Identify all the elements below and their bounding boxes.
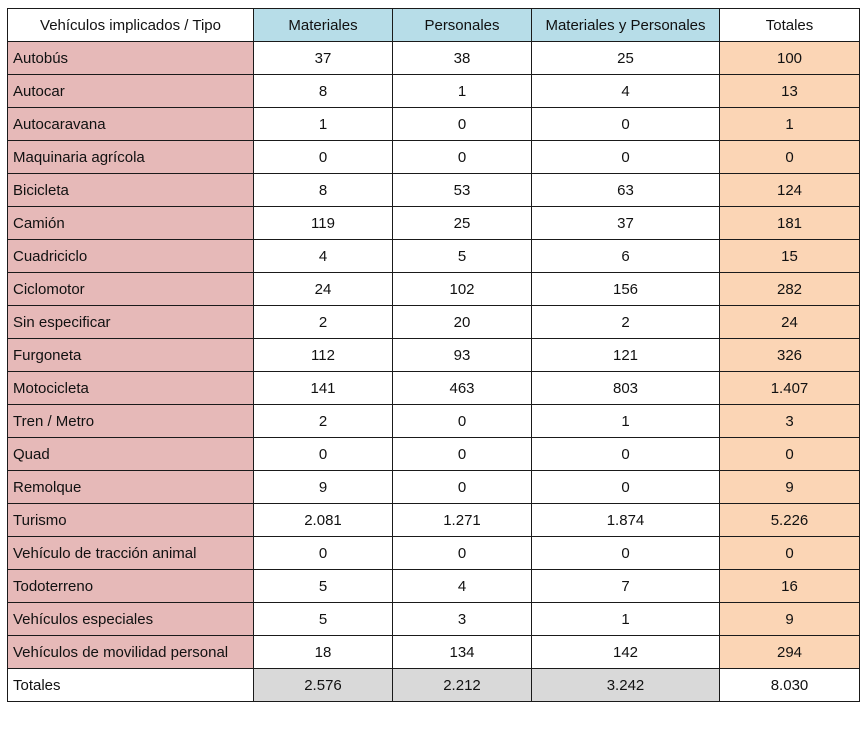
row-label: Furgoneta xyxy=(8,339,254,372)
table-row xyxy=(8,108,860,141)
table-row xyxy=(8,42,860,75)
totals-label: Totales xyxy=(8,669,254,702)
table-row xyxy=(8,603,860,636)
cell-materiales: 119 xyxy=(254,207,393,240)
row-label: Motocicleta xyxy=(8,372,254,405)
cell-total: 326 xyxy=(720,339,860,372)
cell-materiales-personales: 7 xyxy=(532,570,720,603)
cell-personales: 25 xyxy=(393,207,532,240)
row-label: Vehículos de movilidad personal xyxy=(8,636,254,669)
row-label: Maquinaria agrícola xyxy=(8,141,254,174)
row-label: Cuadriciclo xyxy=(8,240,254,273)
table-row xyxy=(8,207,860,240)
cell-total: 13 xyxy=(720,75,860,108)
cell-materiales: 2 xyxy=(254,306,393,339)
cell-materiales-personales: 0 xyxy=(532,108,720,141)
cell-materiales: 24 xyxy=(254,273,393,306)
cell-personales: 0 xyxy=(393,405,532,438)
table-row xyxy=(8,141,860,174)
row-label: Quad xyxy=(8,438,254,471)
cell-materiales-personales: 803 xyxy=(532,372,720,405)
header-personales: Personales xyxy=(393,9,532,42)
cell-total: 0 xyxy=(720,537,860,570)
cell-personales: 5 xyxy=(393,240,532,273)
row-label: Vehículo de tracción animal xyxy=(8,537,254,570)
table-row xyxy=(8,75,860,108)
cell-materiales-personales: 142 xyxy=(532,636,720,669)
header-vehicle-type: Vehículos implicados / Tipo xyxy=(8,9,254,42)
cell-personales: 0 xyxy=(393,537,532,570)
cell-total: 5.226 xyxy=(720,504,860,537)
table-body xyxy=(8,42,860,669)
cell-materiales: 2.081 xyxy=(254,504,393,537)
cell-personales: 3 xyxy=(393,603,532,636)
cell-total: 0 xyxy=(720,141,860,174)
cell-total: 9 xyxy=(720,603,860,636)
cell-personales: 4 xyxy=(393,570,532,603)
cell-personales: 0 xyxy=(393,108,532,141)
cell-materiales-personales: 1.874 xyxy=(532,504,720,537)
cell-materiales-personales: 1 xyxy=(532,405,720,438)
cell-materiales-personales: 0 xyxy=(532,141,720,174)
total-materiales-personales: 3.242 xyxy=(532,669,720,702)
cell-materiales-personales: 121 xyxy=(532,339,720,372)
cell-materiales: 5 xyxy=(254,603,393,636)
cell-materiales: 112 xyxy=(254,339,393,372)
table-row xyxy=(8,306,860,339)
table-row xyxy=(8,372,860,405)
header-materiales: Materiales xyxy=(254,9,393,42)
row-label: Remolque xyxy=(8,471,254,504)
cell-total: 282 xyxy=(720,273,860,306)
cell-personales: 102 xyxy=(393,273,532,306)
cell-total: 100 xyxy=(720,42,860,75)
cell-total: 124 xyxy=(720,174,860,207)
cell-materiales-personales: 0 xyxy=(532,471,720,504)
cell-materiales-personales: 4 xyxy=(532,75,720,108)
header-totales: Totales xyxy=(720,9,860,42)
table-row xyxy=(8,636,860,669)
row-label: Camión xyxy=(8,207,254,240)
cell-personales: 0 xyxy=(393,141,532,174)
cell-total: 24 xyxy=(720,306,860,339)
cell-total: 9 xyxy=(720,471,860,504)
table-row xyxy=(8,438,860,471)
table-container xyxy=(7,8,860,702)
row-label: Vehículos especiales xyxy=(8,603,254,636)
row-label: Turismo xyxy=(8,504,254,537)
cell-materiales-personales: 0 xyxy=(532,537,720,570)
table-row xyxy=(8,537,860,570)
table-row xyxy=(8,471,860,504)
row-label: Autocar xyxy=(8,75,254,108)
cell-materiales: 9 xyxy=(254,471,393,504)
cell-personales: 463 xyxy=(393,372,532,405)
cell-materiales-personales: 156 xyxy=(532,273,720,306)
cell-personales: 53 xyxy=(393,174,532,207)
vehicles-table xyxy=(7,8,860,702)
table-row xyxy=(8,504,860,537)
cell-materiales-personales: 0 xyxy=(532,438,720,471)
cell-personales: 1.271 xyxy=(393,504,532,537)
table-row xyxy=(8,240,860,273)
cell-materiales: 1 xyxy=(254,108,393,141)
table-row xyxy=(8,405,860,438)
cell-total: 15 xyxy=(720,240,860,273)
row-label: Bicicleta xyxy=(8,174,254,207)
cell-personales: 20 xyxy=(393,306,532,339)
cell-personales: 93 xyxy=(393,339,532,372)
cell-materiales-personales: 37 xyxy=(532,207,720,240)
cell-materiales: 5 xyxy=(254,570,393,603)
cell-materiales: 37 xyxy=(254,42,393,75)
cell-personales: 1 xyxy=(393,75,532,108)
cell-personales: 38 xyxy=(393,42,532,75)
grand-total: 8.030 xyxy=(720,669,860,702)
cell-materiales: 0 xyxy=(254,537,393,570)
cell-materiales: 8 xyxy=(254,174,393,207)
header-materiales-personales: Materiales y Personales xyxy=(532,9,720,42)
total-materiales: 2.576 xyxy=(254,669,393,702)
cell-materiales-personales: 2 xyxy=(532,306,720,339)
row-label: Todoterreno xyxy=(8,570,254,603)
cell-materiales: 18 xyxy=(254,636,393,669)
cell-total: 294 xyxy=(720,636,860,669)
row-label: Ciclomotor xyxy=(8,273,254,306)
cell-total: 3 xyxy=(720,405,860,438)
cell-materiales-personales: 25 xyxy=(532,42,720,75)
row-label: Tren / Metro xyxy=(8,405,254,438)
cell-materiales: 8 xyxy=(254,75,393,108)
table-row xyxy=(8,273,860,306)
cell-total: 0 xyxy=(720,438,860,471)
total-personales: 2.212 xyxy=(393,669,532,702)
header-row xyxy=(8,9,860,42)
cell-total: 1.407 xyxy=(720,372,860,405)
cell-materiales-personales: 1 xyxy=(532,603,720,636)
table-row xyxy=(8,570,860,603)
cell-total: 1 xyxy=(720,108,860,141)
cell-materiales: 4 xyxy=(254,240,393,273)
cell-total: 16 xyxy=(720,570,860,603)
cell-personales: 134 xyxy=(393,636,532,669)
totals-row xyxy=(8,669,860,702)
cell-materiales-personales: 6 xyxy=(532,240,720,273)
cell-materiales: 2 xyxy=(254,405,393,438)
cell-materiales: 141 xyxy=(254,372,393,405)
cell-materiales-personales: 63 xyxy=(532,174,720,207)
table-row xyxy=(8,174,860,207)
table-row xyxy=(8,339,860,372)
cell-materiales: 0 xyxy=(254,438,393,471)
cell-personales: 0 xyxy=(393,471,532,504)
row-label: Autocaravana xyxy=(8,108,254,141)
cell-personales: 0 xyxy=(393,438,532,471)
cell-materiales: 0 xyxy=(254,141,393,174)
row-label: Sin especificar xyxy=(8,306,254,339)
cell-total: 181 xyxy=(720,207,860,240)
row-label: Autobús xyxy=(8,42,254,75)
